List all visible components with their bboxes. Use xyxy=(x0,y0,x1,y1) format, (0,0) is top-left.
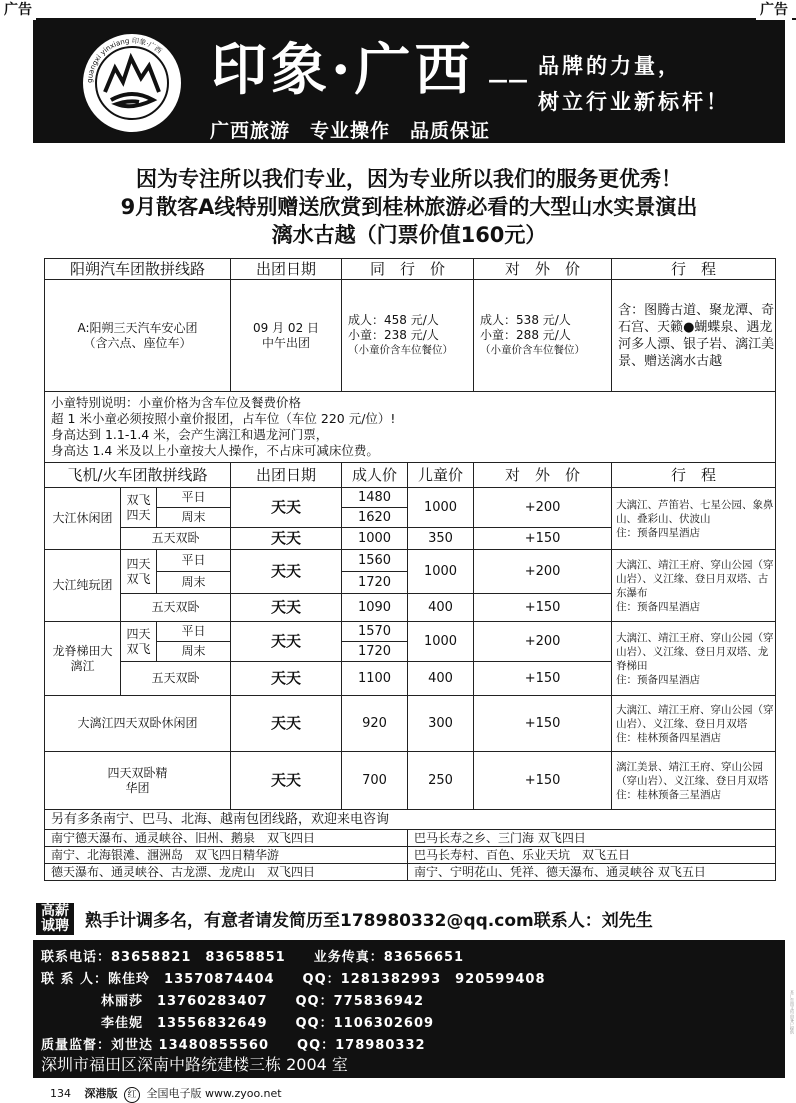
headline-2: 9月散客A线特别赠送欣赏到桂林旅游必看的大型山水实景演出 xyxy=(120,195,698,219)
weekday-price: 1570 xyxy=(342,622,408,642)
section-a-notes xyxy=(45,392,776,463)
note-line: 身高达 1.4 米及以上小童按大人操作，不占床可减床位费。 xyxy=(51,443,379,458)
edition-label: 深港版 xyxy=(84,1087,118,1100)
alt-markup: +150 xyxy=(474,528,612,550)
route-list-item: 南宁、宁明花山、凭祥、德天瀑布、通灵峡谷 双飞五日 xyxy=(408,864,776,881)
contact-person-1: 联 系 人：陈佳玲 13570874404 QQ：1281382993 920599408 xyxy=(41,972,546,987)
brand-dash: —— xyxy=(488,68,528,92)
alt-price: 1000 xyxy=(342,528,408,550)
col-public-price: 对 外 价 xyxy=(474,259,612,280)
single-daily: 天天 xyxy=(231,696,342,752)
note-line: 超 1 米小童必须按照小童价报团，占车位（车位 220 元/位）! xyxy=(51,411,396,426)
alt-daily: 天天 xyxy=(231,594,342,622)
tour-price-table xyxy=(44,258,776,881)
alt-label: 五天双卧 xyxy=(121,662,231,696)
recruit-badge-2: 诚聘 xyxy=(41,918,69,934)
single-price: 920 xyxy=(342,696,408,752)
note-line: 小童特别说明：小童价格为含车位及餐费价格 xyxy=(51,395,302,410)
contact-person-2: 林丽莎 13760283407 QQ：775836942 xyxy=(101,994,425,1009)
logo-mountain-icon xyxy=(95,46,169,120)
daily-label: 天天 xyxy=(231,488,342,528)
hotel-text: 住：预备四星酒店 xyxy=(616,673,701,686)
weekday-label: 平日 xyxy=(157,488,231,508)
single-markup: +150 xyxy=(474,696,612,752)
more-routes-row xyxy=(45,810,776,830)
public-child: 小童：288 元/人 xyxy=(480,328,571,342)
col-date: 出团日期 xyxy=(231,259,342,280)
slogan-line-1: 品牌的力量， xyxy=(538,53,682,78)
col-b-itinerary: 行 程 xyxy=(612,463,776,488)
recruit-banner xyxy=(33,903,785,935)
public-adult: 成人：538 元/人 xyxy=(480,313,571,327)
group-mode: 四天双飞 xyxy=(121,622,157,662)
alt-child: 400 xyxy=(408,594,474,622)
route-list-item: 巴马长寿村、百色、乐业天坑 双飞五日 xyxy=(408,847,776,864)
page-number: 134 xyxy=(50,1087,71,1100)
brand-logo xyxy=(81,32,183,134)
alt-child: 400 xyxy=(408,662,474,696)
recruit-badge-1: 高薪 xyxy=(41,903,69,919)
single-price: 700 xyxy=(342,752,408,810)
col-peer-price: 同 行 价 xyxy=(342,259,474,280)
single-itinerary: 大漓江、靖江王府、穿山公园（穿山岩）、义江缘、登日月双塔 住：桂林预备四星酒店 xyxy=(612,696,776,752)
alt-price: 1100 xyxy=(342,662,408,696)
section-a-header xyxy=(45,259,776,280)
contact-supervisor: 质量监督：刘世达 13480855560 QQ：178980332 xyxy=(41,1038,426,1053)
route-a-date xyxy=(231,280,342,392)
markup: +200 xyxy=(474,550,612,594)
route-a-itinerary: 含：图腾古道、聚龙潭、奇石宫、天籁●蝴蝶泉、遇龙河多人漂、银子岩、漓江美景、赠送漓水古越 xyxy=(612,280,776,392)
group-itinerary xyxy=(612,488,776,550)
more-routes: 另有多条南宁、巴马、北海、越南包团线路，欢迎来电咨询 xyxy=(45,810,776,830)
alt-label: 五天双卧 xyxy=(121,594,231,622)
peer-adult: 成人：458 元/人 xyxy=(348,313,439,327)
alt-child: 350 xyxy=(408,528,474,550)
table-row xyxy=(45,622,776,642)
route-list-item: 德天瀑布、通灵峡谷、古龙漂、龙虎山 双飞四日 xyxy=(45,864,408,881)
peer-child: 小童：238 元/人 xyxy=(348,328,439,342)
route-list-item: 巴马长寿之乡、三门海 双飞四日 xyxy=(408,830,776,847)
route-a-date-2: 中午出团 xyxy=(262,335,311,350)
headline-3: 漓水古越（门票价值160元） xyxy=(271,223,547,247)
weekday-price: 1560 xyxy=(342,550,408,572)
weekend-label: 周末 xyxy=(157,642,231,662)
markup: +200 xyxy=(474,488,612,528)
group-name: 大江休闲团 xyxy=(45,488,121,550)
daily-label: 天天 xyxy=(231,550,342,594)
contact-phone: 联系电话：83658821 83658851 业务传真：83656651 xyxy=(41,950,465,965)
website-link[interactable]: 全国电子版 www.zyoo.net xyxy=(146,1087,282,1100)
child-price: 1000 xyxy=(408,550,474,594)
single-itinerary: 漓江美景、靖江王府、穿山公园（穿山岩）、义江缘、登日月双塔住：桂林预备三星酒店 xyxy=(612,752,776,810)
itinerary-text: 大漓江、芦笛岩、七星公园、象鼻山、叠彩山、伏波山 xyxy=(616,498,774,525)
table-row xyxy=(45,488,776,508)
route-list-item: 南宁德天瀑布、通灵峡谷、旧州、鹅泉 双飞四日 xyxy=(45,830,408,847)
route-list-row xyxy=(45,864,776,881)
group-mode: 双飞四天 xyxy=(121,488,157,528)
note-line: 身高达到 1.1-1.4 米，会产生漓江和遇龙河门票， xyxy=(51,427,329,442)
route-a-peer xyxy=(342,280,474,392)
itinerary-text: 大漓江、靖江王府、穿山公园（穿山岩）、义江缘、登日月双塔、古东瀑布 xyxy=(616,558,774,599)
single-name: 四天双卧精华团 xyxy=(45,752,231,810)
weekend-price: 1720 xyxy=(342,572,408,594)
col-b-date: 出团日期 xyxy=(231,463,342,488)
weekend-price: 1620 xyxy=(342,508,408,528)
col-b-public: 对 外 价 xyxy=(474,463,612,488)
group-itinerary xyxy=(612,550,776,622)
itinerary-text: 大漓江、靖江王府、穿山公园（穿山岩）、义江缘、登日月双塔、龙脊梯田 xyxy=(616,631,774,672)
slogan-line-2: 树立行业新标杆！ xyxy=(538,89,730,114)
headline-block xyxy=(33,165,785,249)
route-a xyxy=(45,280,231,392)
alt-label: 五天双卧 xyxy=(121,528,231,550)
route-list-row xyxy=(45,847,776,864)
alt-markup: +150 xyxy=(474,594,612,622)
route-a-public xyxy=(474,280,612,392)
logo-ring-text: guangxi yinxiang 印象·广西 xyxy=(85,36,164,84)
single-name: 大漓江四天双卧休闲团 xyxy=(45,696,231,752)
table-row xyxy=(45,752,776,810)
group-name: 龙脊梯田大漓江 xyxy=(45,622,121,696)
ad-label-right: 广告 xyxy=(756,0,792,20)
hotel-text: 住：预备四星酒店 xyxy=(616,600,701,613)
group-itinerary xyxy=(612,622,776,696)
section-a-row xyxy=(45,280,776,392)
notes-cell xyxy=(45,392,776,463)
headline-1: 因为专注所以我们专业，因为专业所以我们的服务更优秀！ xyxy=(136,167,682,191)
edition-badge: 红 xyxy=(124,1087,140,1103)
peer-note: （小童价含车位餐位） xyxy=(348,344,454,356)
group-name: 大江纯玩团 xyxy=(45,550,121,622)
alt-markup: +150 xyxy=(474,662,612,696)
table-row xyxy=(45,550,776,572)
route-a-date-1: 09 月 02 日 xyxy=(253,320,320,335)
ad-label-left: 广告 xyxy=(0,0,36,20)
contact-panel xyxy=(33,940,785,1078)
child-price: 1000 xyxy=(408,622,474,662)
contact-person-3: 李佳妮 13556832649 QQ：1106302609 xyxy=(101,1016,435,1031)
brand-title: 印象·广西 xyxy=(211,37,475,103)
weekday-label: 平日 xyxy=(157,550,231,572)
daily-label: 天天 xyxy=(231,622,342,662)
single-daily: 天天 xyxy=(231,752,342,810)
recruit-text: 熟手计调多名，有意者请发简历至178980332@qq.com联系人：刘先生 xyxy=(85,911,653,931)
public-note: （小童价含车位餐位） xyxy=(480,344,586,356)
contact-address: 深圳市福田区深南中路统建楼三栋 2004 室 xyxy=(41,1055,348,1074)
weekend-price: 1720 xyxy=(342,642,408,662)
hotel-text: 住：预备四星酒店 xyxy=(616,526,701,539)
page-footer xyxy=(50,1085,282,1103)
weekend-label: 周末 xyxy=(157,572,231,594)
col-route: 阳朔汽车团散拼线路 xyxy=(45,259,231,280)
table-row xyxy=(45,696,776,752)
route-list-item: 南宁、北海银滩、涠洲岛 双飞四日精华游 xyxy=(45,847,408,864)
single-markup: +150 xyxy=(474,752,612,810)
alt-daily: 天天 xyxy=(231,662,342,696)
brand-subtitle: 广西旅游 专业操作 品质保证 xyxy=(210,120,491,142)
section-b-header xyxy=(45,463,776,488)
single-child: 250 xyxy=(408,752,474,810)
route-a-note: （含六点、座位车） xyxy=(83,335,192,350)
route-list-row xyxy=(45,830,776,847)
markup: +200 xyxy=(474,622,612,662)
side-note: 本广告图文均由客户提供 xyxy=(790,990,795,1034)
child-price: 1000 xyxy=(408,488,474,528)
col-b-route: 飞机/火车团散拼线路 xyxy=(45,463,231,488)
route-a-name: A:阳朔三天汽车安心团 xyxy=(77,320,198,335)
col-itinerary: 行 程 xyxy=(612,259,776,280)
alt-daily: 天天 xyxy=(231,528,342,550)
weekday-price: 1480 xyxy=(342,488,408,508)
single-child: 300 xyxy=(408,696,474,752)
alt-price: 1090 xyxy=(342,594,408,622)
brand-banner xyxy=(33,20,785,143)
col-b-child: 儿童价 xyxy=(408,463,474,488)
col-b-adult: 成人价 xyxy=(342,463,408,488)
group-mode: 四天双飞 xyxy=(121,550,157,594)
recruit-badge xyxy=(36,903,74,935)
weekend-label: 周末 xyxy=(157,508,231,528)
weekday-label: 平日 xyxy=(157,622,231,642)
